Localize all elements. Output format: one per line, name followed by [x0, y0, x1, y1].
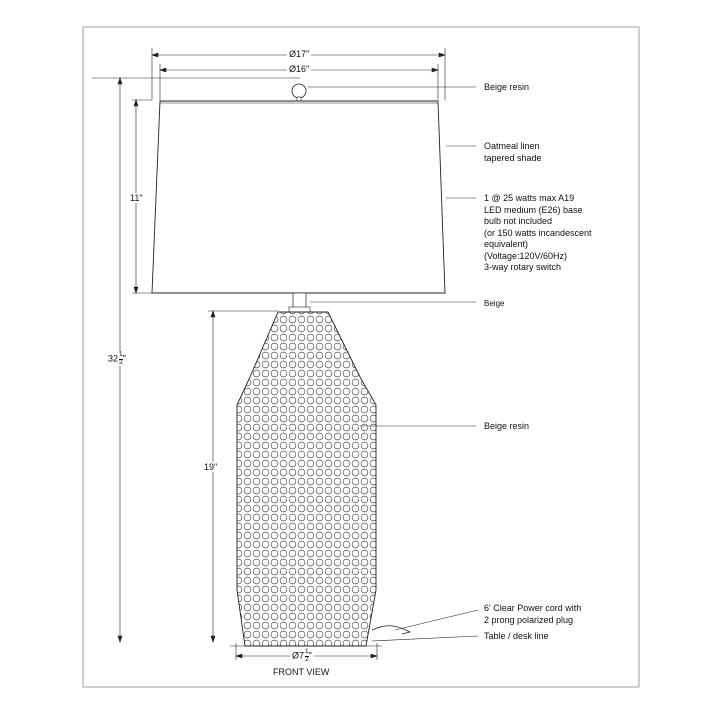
callout-shade-line: tapered shade [484, 152, 542, 163]
dim-base-width-prefix: Ø7 [292, 650, 305, 661]
callout-bulb-line: (or 150 watts incandescent [484, 227, 592, 238]
dim-shade-top-width: Ø16" [289, 64, 310, 74]
callout-shade-line: Oatmeal linen [484, 141, 540, 151]
power-cord [372, 626, 410, 634]
callout-body: Beige resin [484, 421, 530, 431]
callout-bulb-line: 1 @ 25 watts max A19 [484, 193, 575, 203]
dim-base-width [290, 649, 314, 663]
dim-base-width-unit: " [308, 650, 312, 661]
callout-cord-line: 6' Clear Power cord with [484, 603, 582, 613]
view-label: FRONT VIEW [273, 667, 330, 677]
dim-base-height: 19" [204, 462, 218, 472]
dim-overall-height-den: 2 [119, 358, 123, 366]
callout-neck: Beige [484, 299, 505, 308]
neck-collar [289, 307, 310, 312]
dim-overall-height-whole: 32 [108, 353, 119, 364]
callout-finial: Beige resin [484, 82, 530, 92]
finial-stem [297, 97, 301, 101]
dim-base-width-num: 1 [305, 648, 309, 655]
callout-shade [484, 141, 542, 164]
callout-bulb-line: 3-way rotary switch [484, 262, 562, 272]
callout-bulb [484, 193, 592, 274]
finial [292, 84, 306, 98]
dim-overall-height [106, 352, 128, 366]
lampshade [152, 101, 445, 293]
callout-bulb-line: (Voltage:120V/60Hz) [484, 250, 568, 261]
callout-table: Table / desk line [484, 631, 549, 641]
callout-bulb-line: equivalent) [484, 239, 529, 249]
dim-base-width-den: 2 [305, 655, 309, 663]
dim-overall-height-num: 1 [119, 351, 123, 358]
dim-shade-bottom-width: Ø17" [289, 49, 310, 59]
callout-bulb-line: bulb not included [484, 216, 553, 226]
callout-bulb-line: LED medium (E26) base [484, 204, 583, 215]
callout-cord [484, 603, 581, 626]
dim-overall-height-unit: " [122, 353, 126, 364]
callout-cord-line: 2 prong polarized plug [484, 614, 574, 625]
dim-shade-height: 11" [130, 193, 143, 203]
body-texture [230, 305, 390, 655]
